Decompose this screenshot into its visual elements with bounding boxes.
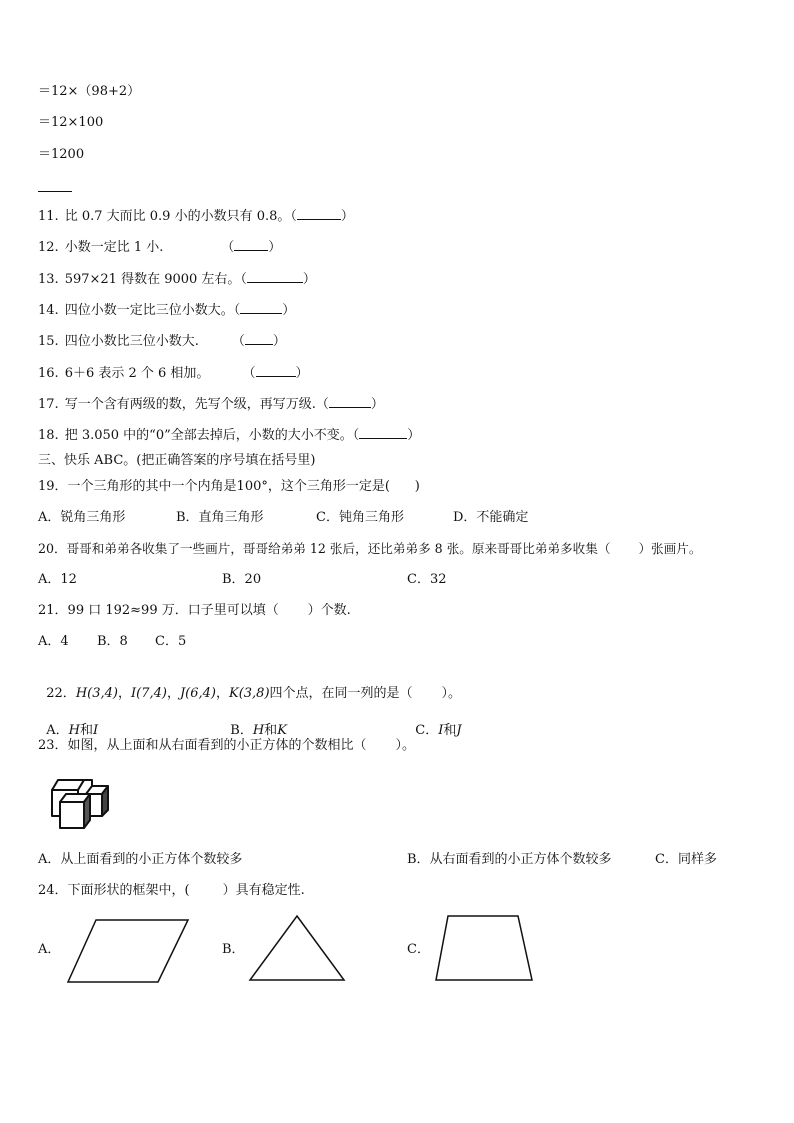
q24-option-c[interactable]: C．	[407, 942, 430, 957]
q22-sep-3: ，	[215, 686, 229, 701]
q22-point-h: H(3,4)	[75, 686, 118, 701]
parallelogram-shape	[66, 918, 190, 984]
q21-option-a[interactable]: A．4	[38, 634, 69, 649]
question-23: 23．如图，从上面和从右面看到的小正方体的个数相比（ ）。	[38, 738, 415, 753]
judge-question-14	[38, 301, 295, 319]
q21-option-b[interactable]: B．8	[97, 634, 128, 649]
triangle-shape	[248, 914, 346, 984]
q20-option-b[interactable]: B．20	[222, 572, 262, 587]
judge-question-16	[38, 364, 309, 382]
answer-blank[interactable]	[329, 395, 371, 408]
close-paren: ）	[407, 428, 421, 443]
question-text: 小数一定比 1 小. （	[64, 240, 235, 255]
q22-option-b[interactable]	[222, 707, 287, 739]
trapezoid-shape	[434, 914, 534, 984]
close-paren: ）	[268, 240, 282, 255]
q19-option-b[interactable]: B．直角三角形	[176, 510, 264, 525]
answer-blank[interactable]	[245, 332, 273, 345]
question-21: 21．99 口 192≈99 万．口子里可以填（ ）个数.	[38, 603, 351, 618]
question-number: 11.	[38, 209, 59, 224]
q22-number: 22．	[46, 686, 76, 701]
section-3-title: 三、快乐 ABC。(把正确答案的序号填在括号里)	[38, 453, 316, 468]
q20-option-a[interactable]: A．12	[38, 572, 77, 587]
question-text: 把 3.050 中的“0”全部去掉后，小数的大小不变。（	[64, 428, 360, 443]
answer-blank[interactable]	[240, 301, 282, 314]
q22-b-and: 和	[264, 723, 278, 738]
judge-question-18	[38, 426, 420, 444]
question-20: 20．哥哥和弟弟各收集了一些画片，哥哥给弟弟 12 张后，还比弟弟多 8 张。原来哥哥比弟弟多收集（ ）张画片。	[38, 541, 702, 556]
q22-point-i: I(7,4)	[130, 686, 167, 701]
q19-option-a[interactable]: A．锐角三角形	[38, 510, 126, 525]
q22-b-second: K	[277, 723, 287, 738]
question-text: 四位小数比三位小数大. （	[64, 334, 245, 349]
q22-b-label: B．	[230, 723, 253, 738]
calc-line-3: ＝1200	[38, 147, 85, 162]
q22-c-and: 和	[443, 723, 457, 738]
question-number: 18.	[38, 428, 59, 443]
q22-a-and: 和	[80, 723, 94, 738]
close-paren: ）	[295, 366, 309, 381]
q23-option-b[interactable]: B．从右面看到的小正方体个数较多	[407, 852, 612, 867]
q22-sep-2: ，	[166, 686, 180, 701]
question-text: 四位小数一定比三位小数大。（	[64, 303, 241, 318]
calc-line-1: ＝12×（98+2）	[38, 84, 141, 99]
answer-blank[interactable]	[297, 207, 341, 220]
q22-tail: 四个点，在同一列的是（ ）。	[269, 686, 461, 701]
q23-option-c[interactable]: C．同样多	[655, 852, 717, 867]
judge-question-11	[38, 207, 354, 225]
q20-option-c[interactable]: C．32	[407, 572, 447, 587]
q22-sep-1: ，	[117, 686, 131, 701]
question-number: 13.	[38, 272, 59, 287]
q22-a-second: I	[93, 723, 99, 738]
answer-blank[interactable]	[256, 364, 296, 377]
q22-a-first: H	[68, 723, 80, 738]
q24-option-a[interactable]: A．	[38, 942, 61, 957]
question-text: 6＋6 表示 2 个 6 相加。 （	[64, 366, 256, 381]
judge-question-12	[38, 238, 281, 256]
q24-option-b[interactable]: B．	[222, 942, 245, 957]
question-number: 16.	[38, 366, 59, 381]
q22-option-a[interactable]	[38, 707, 98, 739]
close-paren: ）	[282, 303, 296, 318]
q19-option-c[interactable]: C．钝角三角形	[316, 510, 404, 525]
q22-c-first: I	[438, 723, 444, 738]
judge-question-15	[38, 332, 286, 350]
question-number: 14.	[38, 303, 59, 318]
answer-blank[interactable]	[359, 426, 407, 439]
question-number: 12.	[38, 240, 59, 255]
close-paren: ）	[340, 209, 354, 224]
q22-point-k: K(3,8)	[229, 686, 270, 701]
q22-c-second: J	[456, 723, 462, 738]
answer-blank[interactable]	[247, 270, 303, 283]
close-paren: ）	[272, 334, 286, 349]
q22-b-first: H	[252, 723, 265, 738]
question-number: 17.	[38, 397, 59, 412]
question-text: 比 0.7 大而比 0.9 小的小数只有 0.8。（	[64, 209, 297, 224]
judge-question-17	[38, 395, 384, 413]
question-text: 597×21 得数在 9000 左右。（	[64, 272, 247, 287]
q22-a-label: A．	[46, 723, 69, 738]
calc-line-2: ＝12×100	[38, 115, 104, 130]
question-19: 19．一个三角形的其中一个内角是100°，这个三角形一定是( )	[38, 479, 420, 494]
cube-stack-figure	[44, 776, 114, 834]
close-paren: ）	[370, 397, 384, 412]
question-24: 24．下面形状的框架中，( ）具有稳定性.	[38, 883, 305, 898]
close-paren: ）	[302, 272, 316, 287]
q22-point-j: J(6,4)	[179, 686, 216, 701]
q19-option-d[interactable]: D．不能确定	[453, 510, 529, 525]
question-text: 写一个含有两级的数，先写个级，再写万级.（	[64, 397, 329, 412]
question-number: 15.	[38, 334, 59, 349]
q22-option-c[interactable]	[407, 707, 462, 739]
answer-rule	[38, 191, 72, 192]
q21-option-c[interactable]: C．5	[155, 634, 187, 649]
q23-option-a[interactable]: A．从上面看到的小正方体个数较多	[38, 852, 243, 867]
question-22	[38, 670, 461, 702]
q22-c-label: C．	[415, 723, 439, 738]
judge-question-13	[38, 270, 316, 288]
answer-blank[interactable]	[234, 238, 268, 251]
